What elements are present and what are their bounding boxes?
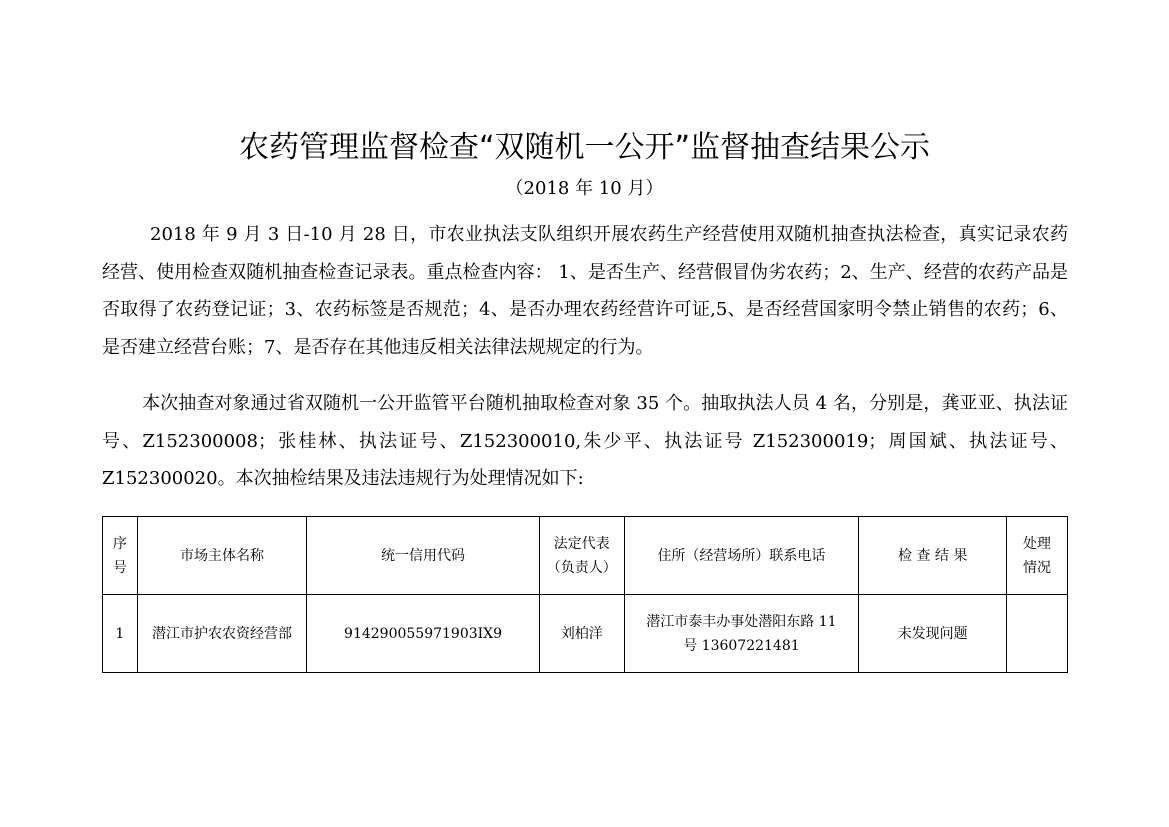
cell-handling bbox=[1007, 595, 1068, 673]
header-seq-line1: 序 bbox=[112, 535, 127, 552]
header-seq bbox=[103, 517, 138, 595]
header-address-phone: 住所（经营场所）联系电话 bbox=[624, 517, 859, 595]
paragraph-inspection-scope-text: 2018 年 9 月 3 日-10 月 28 日，市农业执法支队组织开展农药生产经营使用双随机抽查执法检查，真实记录农药经营、使用检查双随机抽查检查记录表。重点检查内容： 1、是否生产、经营假冒伪劣农药；2、生产、经营的农药产品是否取得了农药登记证；3、农药标签是否规范；4、是否办理农药经营许可证,5、是否经营国家明令禁止销售的农药；6、是否建立经营台账；7、是否存在其他违反相关法律法规规定的行为。 bbox=[102, 224, 1068, 358]
cell-seq: 1 bbox=[103, 595, 138, 673]
cell-legal-rep: 刘柏洋 bbox=[539, 595, 624, 673]
inspection-result-table bbox=[102, 516, 1068, 673]
header-result: 检 查 结 果 bbox=[859, 517, 1007, 595]
cell-address-line1: 潜江市泰丰办事处潜阳东路 11 bbox=[646, 613, 837, 630]
cell-name: 潜江市护农农资经营部 bbox=[137, 595, 307, 673]
cell-address-line2: 号 13607221481 bbox=[683, 637, 800, 654]
header-legal-rep bbox=[539, 517, 624, 595]
header-handling-line1: 处理 bbox=[1023, 535, 1052, 552]
header-legal-rep-line2: （负责人） bbox=[546, 559, 617, 576]
header-legal-rep-line1: 法定代表 bbox=[553, 535, 610, 552]
cell-address-phone bbox=[624, 595, 859, 673]
document-title: 农药管理监督检查“双随机一公开”监督抽查结果公示 bbox=[238, 130, 931, 165]
paragraph-inspection-staff-text: 本次抽查对象通过省双随机一公开监管平台随机抽取检查对象 35 个。抽取执法人员 4 名，分别是，龚亚亚、执法证号、Z152300008；张桂林、执法证号、Z152300010,朱少平、执法证号 Z152300019；周国斌、执法证号、Z152300020。本次抽检结果及违法违规行为处理情况如下: bbox=[102, 393, 1068, 489]
header-name: 市场主体名称 bbox=[137, 517, 307, 595]
header-credit-code: 统一信用代码 bbox=[307, 517, 540, 595]
paragraph-inspection-scope bbox=[102, 216, 1068, 366]
cell-credit-code: 914290055971903IX9 bbox=[307, 595, 540, 673]
header-handling-line2: 情况 bbox=[1023, 559, 1052, 576]
header-seq-line2: 号 bbox=[112, 559, 127, 576]
header-handling bbox=[1007, 517, 1068, 595]
cell-result: 未发现问题 bbox=[859, 595, 1007, 673]
document-subtitle: （2018 年 10 月） bbox=[505, 178, 664, 199]
paragraph-inspection-staff bbox=[102, 385, 1068, 498]
table-row bbox=[103, 595, 1068, 673]
table-header-row bbox=[103, 517, 1068, 595]
